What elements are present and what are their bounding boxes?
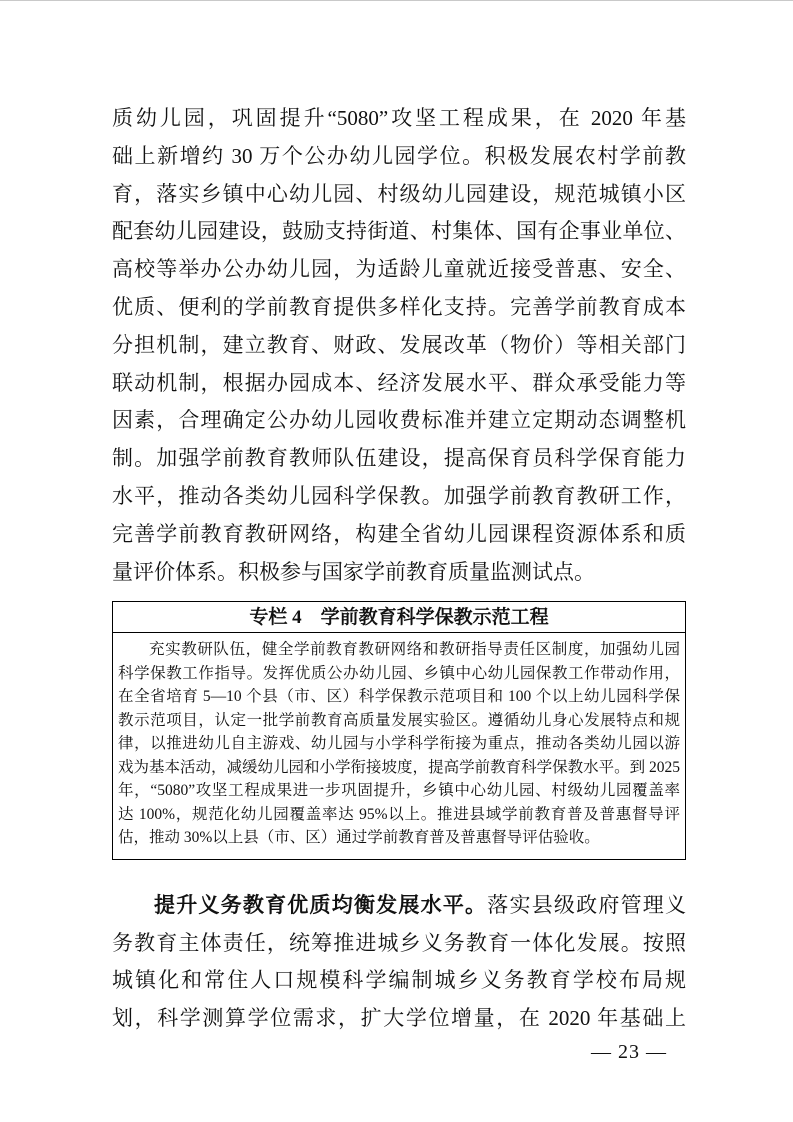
text-line: 达 100%，规范化幼儿园覆盖率达 95%以上。推进县域学前教育普及普惠督导评: [118, 805, 680, 823]
column-box-4: [112, 601, 686, 860]
text-line: 质幼儿园，巩固提升“5080”攻坚工程成果，在 2020 年基: [112, 106, 686, 130]
text-line: 育，落实乡镇中心幼儿园、村级幼儿园建设，规范城镇小区: [112, 181, 686, 206]
text-line: 戏为基本活动，减缓幼儿园和小学衔接坡度，提高学前教育科学保教水平。到 2025: [118, 758, 680, 776]
text-line: 城镇化和常住人口规模科学编制城乡义务教育学校布局规: [112, 968, 686, 993]
text-line: 科学保教工作指导。发挥优质公办幼儿园、乡镇中心幼儿园保教工作带动作用，: [118, 664, 680, 682]
paragraph-lead-rest: 落实县级政府管理义: [487, 892, 686, 917]
text-line: 律，以推进幼儿自主游戏、幼儿园与小学科学衔接为重点，推动各类幼儿园以游: [118, 735, 680, 753]
column-box-title: 专栏 4 学前教育科学保教示范工程: [113, 602, 685, 633]
text-line: 制。加强学前教育教师队伍建设，提高保育员科学保育能力: [112, 446, 686, 471]
text-line: 划，科学测算学位需求，扩大学位增量，在 2020 年基础上: [112, 1006, 686, 1031]
text-line: 础上新增约 30 万个公办幼儿园学位。积极发展农村学前教: [112, 143, 686, 168]
text-line: 完善学前教育教研网络，构建全省幼儿园课程资源体系和质: [112, 521, 686, 546]
column-box-body: [113, 633, 685, 859]
text-line: 估，推动 30%以上县（市、区）通过学前教育普及普惠督导评估验收。: [118, 829, 600, 847]
text-line: 水平，推动各类幼儿园科学保教。加强学前教育教研工作，: [112, 483, 686, 508]
text-line: 优质、便利的学前教育提供多样化支持。完善学前教育成本: [112, 294, 686, 319]
text-line: 务教育主体责任，统筹推进城乡义务教育一体化发展。按照: [112, 930, 686, 955]
text-line: 年，“5080”攻坚工程成果进一步巩固提升，乡镇中心幼儿园、村级幼儿园覆盖率: [118, 782, 680, 800]
text-line: 配套幼儿园建设，鼓励支持街道、村集体、国有企事业单位、: [112, 219, 686, 244]
text-line: [112, 887, 686, 925]
paragraph-lead-bold: 提升义务教育优质均衡发展水平。: [154, 892, 488, 917]
page-number: — 23 —: [591, 1041, 667, 1063]
text-line: 充实教研队伍，健全学前教育教研网络和教研指导责任区制度，加强幼儿园: [149, 641, 680, 659]
text-line: 因素，合理确定公办幼儿园收费标准并建立定期动态调整机: [112, 408, 686, 433]
text-line: 教示范项目，认定一批学前教育高质量发展实验区。遵循幼儿身心发展特点和规: [118, 711, 680, 729]
text-line: 高校等举办公办幼儿园，为适龄儿童就近接受普惠、安全、: [112, 257, 686, 282]
text-line: 联动机制，根据办园成本、经济发展水平、群众承受能力等: [112, 370, 686, 395]
paragraph-compulsory-education: [112, 887, 686, 1038]
page-content: [112, 100, 686, 1038]
text-line: 量评价体系。积极参与国家学前教育质量监测试点。: [112, 559, 595, 584]
paragraph-preschool-education: [112, 100, 686, 591]
scan-edge-artifact: [0, 0, 793, 1]
text-line: 分担机制，建立教育、财政、发展改革（物价）等相关部门: [112, 332, 686, 357]
text-line: 在全省培育 5—10 个县（市、区）科学保教示范项目和 100 个以上幼儿园科学保: [118, 688, 680, 706]
